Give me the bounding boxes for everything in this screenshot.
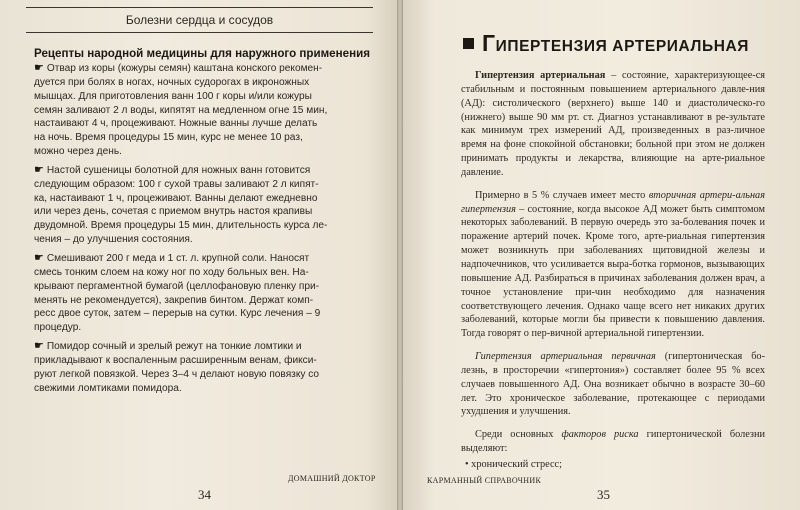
article-body bbox=[461, 69, 765, 472]
title-initial: Г bbox=[482, 30, 496, 56]
recipe-item bbox=[34, 164, 378, 247]
paragraph: Гипертензия артериальная первичная (гипертоническая бо-лезнь, в просторечии «гипертония») составляет более 95 % всех случаев повышенного АД. Она возникает обычно в возрасте 30–60 лет. Это хроническое заболевание, протекающее с периодами ухудшения и улучшения. bbox=[461, 351, 766, 418]
paragraph: Среди основных факторов риска гипертонической болезни выделяют: bbox=[461, 429, 766, 455]
page-number: 35 bbox=[597, 487, 610, 502]
recipe-text: Помидор сочный и зрелый режут на тонкие ломтики и прикладывают к воспаленным расширенным венам, фикси- руют легкой повязкой. Через 3–4 ч делают новую повязку со свежими ломтиками помидора. bbox=[34, 341, 320, 394]
recipe-item bbox=[34, 62, 378, 159]
term-italic: вторичная артери-альная гипертензия bbox=[461, 189, 765, 215]
pointing-hand-icon: ☛ bbox=[34, 340, 44, 353]
pointing-hand-icon: ☛ bbox=[34, 62, 44, 74]
pointing-hand-icon: ☛ bbox=[34, 251, 44, 264]
section-heading: Рецепты народной медицины для наружного применения bbox=[34, 47, 370, 60]
recipe-item bbox=[34, 340, 378, 395]
running-head: Болезни сердца и сосудов bbox=[26, 2, 373, 33]
paragraph: Гипертензия артериальная – состояние, характеризующее-ся стабильным и постоянным повышением артериального давле-ния (АД): систолического (верхнего) выше 140 и диастолическо-го (нижнего) выше 90 мм рт. ст. Диагноз устанавливают в ре-зультате как минимум трех измерений АД, произведенных в раз-личное время на фоне спокойной обстановки; больной при этом не должен принимать продукты и лекарства, влияющие на арте-риальное давление. bbox=[461, 70, 766, 178]
recipe-text: Настой сушеницы болотной для ножных ванн готовится следующим образом: 100 г сухой травы заливают 2 л кипят- ка, настаивают 1 ч, процеживают. Ванны делают ежедневно или через день, сочетая с приемом внутрь настоя крапивы двудомной. Время процедуры 15 мин, длительность курса ле- чения – до улучшения состояния. bbox=[34, 164, 328, 246]
right-page bbox=[403, 0, 800, 510]
square-bullet-icon bbox=[463, 38, 474, 49]
list-item: • хронический стресс; bbox=[465, 458, 562, 470]
recipe-list bbox=[34, 62, 378, 400]
chapter-title bbox=[463, 30, 783, 57]
footer-label: КАРМАННЫЙ СПРАВОЧНИК bbox=[427, 476, 542, 485]
recipe-item bbox=[34, 252, 378, 335]
recipe-text: Отвар из коры (кожуры семян) каштана конского рекомен- дуется при болях в ногах, ночных судорогах в икроножных мышцах. Для приготовления ванн 100 г коры и/или кожуры семян заливают 2 л воды, кипятят на медленном огне 15 мин, настаивают 4 ч, процеживают. Ножные ванны лучше делать на ночь. Время процедуры 15 мин, курс не менее 10 раз, можно через день. bbox=[34, 63, 328, 158]
pointing-hand-icon: ☛ bbox=[34, 163, 44, 176]
term-bold: Гипертензия артериальная bbox=[475, 70, 606, 81]
term-italic: факторов риска bbox=[561, 429, 639, 441]
title-text: ИПЕРТЕНЗИЯ АРТЕРИАЛЬНАЯ bbox=[495, 38, 750, 55]
page-number: 34 bbox=[198, 487, 211, 502]
footer-label: ДОМАШНИЙ ДОКТОР bbox=[288, 474, 376, 483]
paragraph: Примерно в 5 % случаев имеет место вторичная артери-альная гипертензия – состояние, когда высокое АД может быть симптомом некоторых заболеваний. В первую очередь это за-болевания почек и поражение артерий почек. Кроме того, арте-риальная гипертензия может возникнуть при заболеваниях щитовидной железы и надпочечников, что усиливается выра-ботка гормонов, вызывающих повышение АД. Разбираться в причинах заболевания должен врач, а точное установление при-чин необходимо для назначения соответствующего лечения. Однако чаще всего нет никаких других заболеваний, которые могли бы привести к повышению давления. Тогда говорят о пер-вичной артериальной гипертензии. bbox=[461, 189, 765, 340]
term-italic: Гипертензия артериальная первичная bbox=[475, 351, 656, 363]
recipe-text: Смешивают 200 г меда и 1 ст. л. крупной соли. Наносят смесь тонким слоем на кожу ног по ходу больных вен. На- крывают пергаментной бумагой (целлофановую пленку при- менять не рекомендуется), закрепив бинтом. Держат комп- ресс двое суток, затем – перерыв на сутки. Курс лечения – 9 процедур. bbox=[34, 252, 321, 334]
left-page bbox=[0, 0, 397, 510]
